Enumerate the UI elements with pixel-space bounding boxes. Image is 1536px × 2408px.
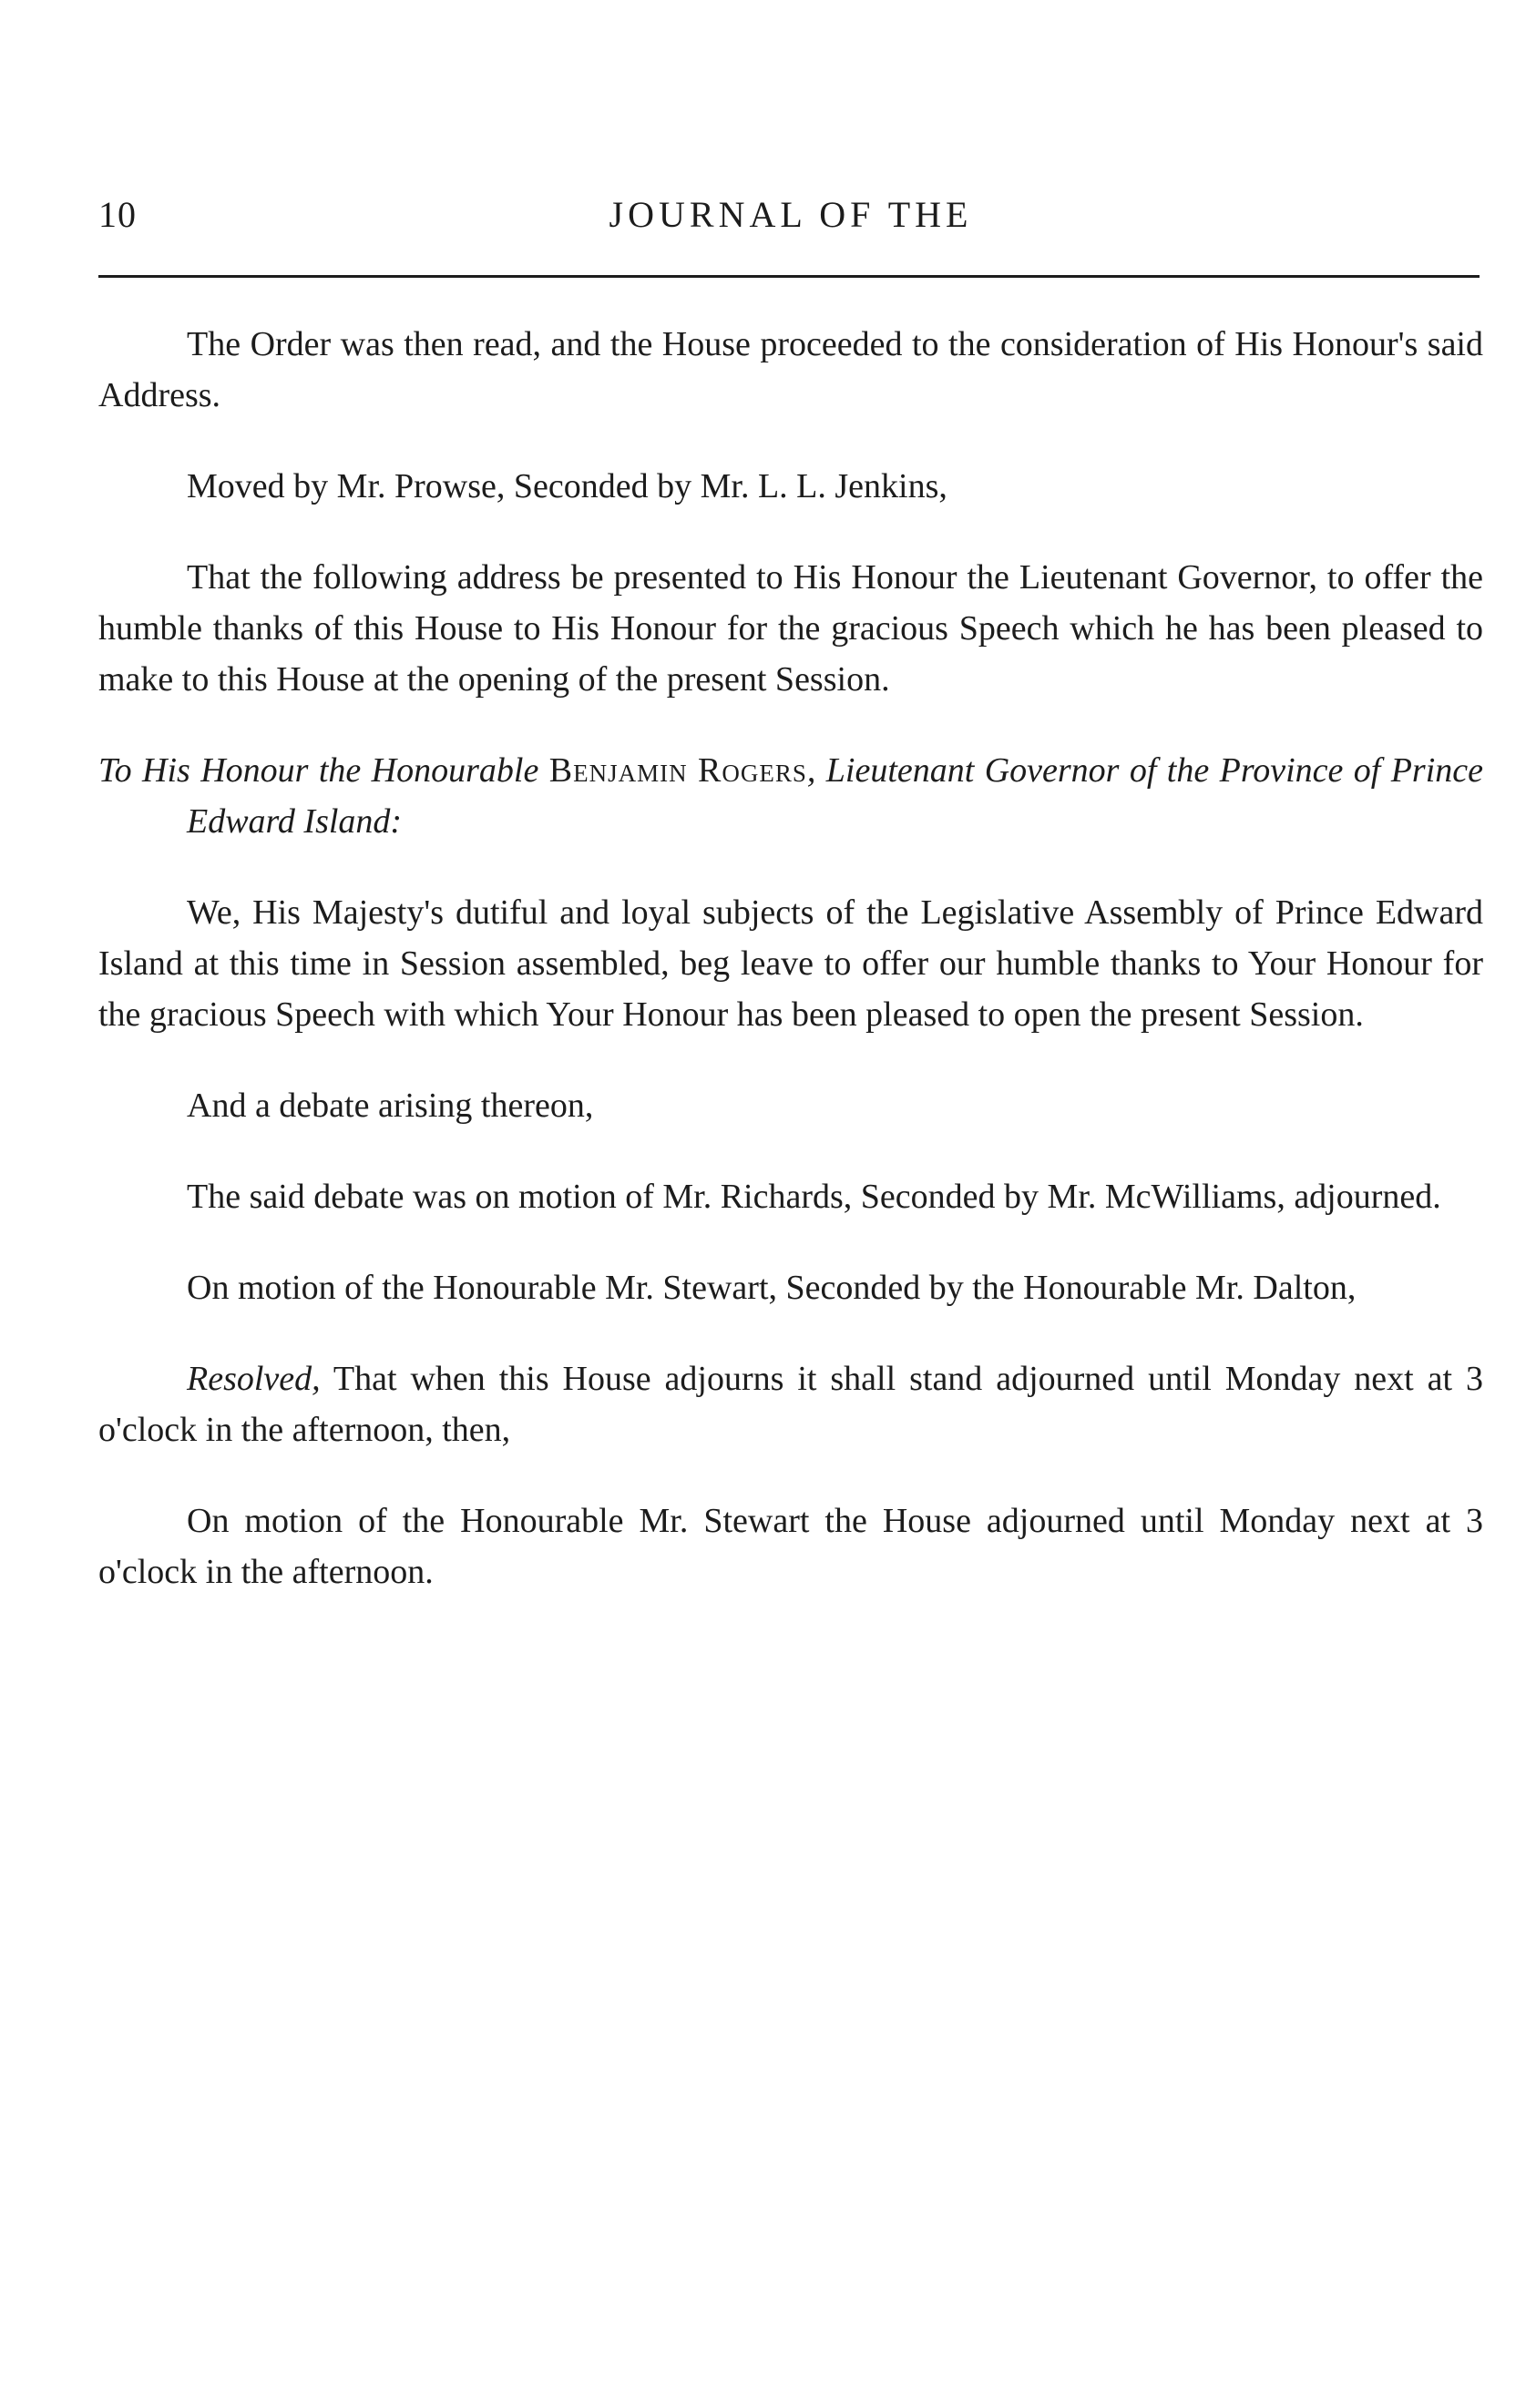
resolved-text: That when this House adjourns it shall stand adjourned until Monday next at 3 o'clock in the afternoon, then, [98,1360,1483,1449]
paragraph-that-following: That the following address be presented to His Honour the Lieutenant Governor, to offer the humble thanks of this House to His Honour for the gracious Speech which he has been pleased to make to this House at the opening of the present Session. [98,558,1483,699]
paragraph-debate-arising: And a debate arising thereon, [187,1087,594,1125]
header-rule [98,275,1480,278]
running-title: JOURNAL OF THE [609,194,973,235]
paragraph-moved-by: Moved by Mr. Prowse, Seconded by Mr. L. L. Jenkins, [187,467,947,505]
address-lead: To His Honour the Honourable [98,751,549,790]
page-number: 10 [98,194,137,235]
paragraph-resolved [98,1353,1483,1455]
paragraph-order-read: The Order was then read, and the House proceeded to the consideration of His Honour's said Address. [98,325,1483,414]
resolved-label: Resolved, [187,1360,321,1398]
address-tail: , Lieutenant Governor of the Province of Prince Edward Island: [187,751,1484,841]
running-head [98,193,1483,248]
paragraph-final-motion: On motion of the Honourable Mr. Stewart the House adjourned until Monday next at 3 o'clock in the afternoon. [98,1502,1483,1591]
address-name-last: Rogers [697,751,807,790]
paragraph-debate-adjourned: The said debate was on motion of Mr. Richards, Seconded by Mr. McWilliams, adjourned. [187,1178,1441,1216]
journal-body [98,319,1483,1638]
address-name-first: Benjamin [548,751,688,790]
paragraph-we-his-majesty: We, His Majesty's dutiful and loyal subjects of the Legislative Assembly of Prince Edward Island at this time in Session assembled, beg leave to offer our humble thanks to Your Honour for the gracious Speech with which Your Honour has been pleased to open the present Session. [98,893,1483,1034]
paragraph-motion-stewart-dalton: On motion of the Honourable Mr. Stewart, Seconded by the Honourable Mr. Dalton, [187,1269,1357,1307]
address-salutation [98,745,1483,847]
